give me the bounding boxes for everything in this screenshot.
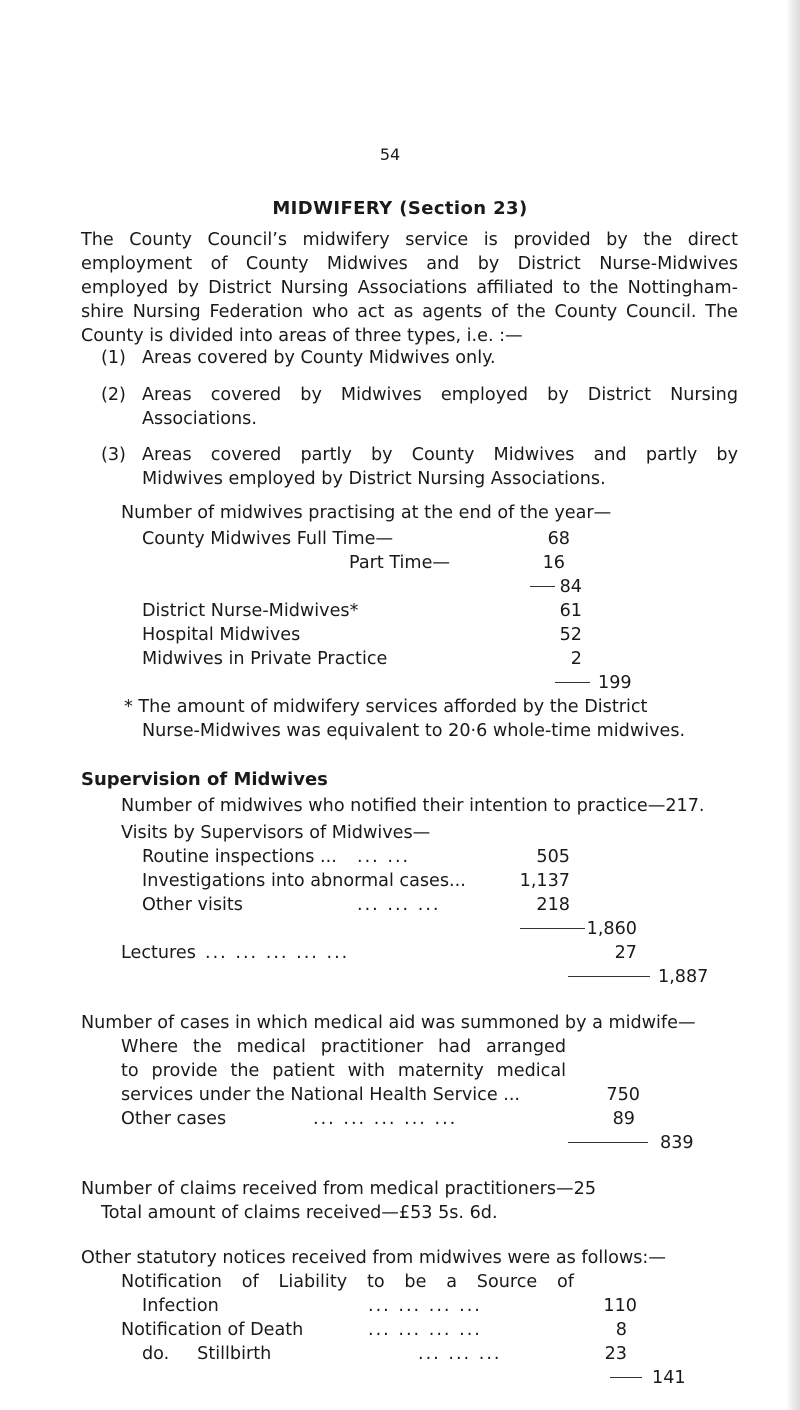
- arranged-line: to provide the patient with maternity medical: [121, 1061, 566, 1081]
- stillbirth-value: 23: [604, 1344, 627, 1364]
- arranged-line: services under the National Health Service ...: [121, 1085, 521, 1105]
- page-number: 54: [379, 145, 401, 164]
- stillbirth-label: do. Stillbirth: [142, 1344, 272, 1364]
- stillbirth-dots: ... ... ...: [418, 1344, 502, 1364]
- area-type-line: Areas covered partly by County Midwives and partly by: [142, 445, 738, 465]
- private-label: Midwives in Private Practice: [142, 649, 388, 669]
- footnote-line: Nurse-Midwives was equivalent to 20·6 whole-time midwives.: [142, 721, 686, 741]
- county-full-time-label: County Midwives Full Time—: [142, 529, 394, 549]
- other-visits-label: Other visits: [142, 895, 243, 915]
- investigations-label: Investigations into abnormal cases...: [142, 871, 466, 891]
- liability-value: 110: [603, 1296, 637, 1316]
- county-full-time-value: 68: [547, 529, 570, 549]
- area-type-line: Associations.: [142, 409, 257, 429]
- area-type-line: Areas covered by Midwives employed by District Nursing: [142, 385, 738, 405]
- other-cases-value: 89: [612, 1109, 635, 1129]
- other-visits-dots: ... ... ...: [357, 895, 441, 915]
- routine-value: 505: [536, 847, 570, 867]
- routine-label: Routine inspections ...: [142, 847, 337, 867]
- visits-intro: Visits by Supervisors of Midwives—: [121, 823, 431, 843]
- footnote-line: * The amount of midwifery services afforded by the District: [124, 697, 648, 717]
- death-label: Notification of Death: [121, 1320, 304, 1340]
- district-value: 61: [559, 601, 582, 621]
- intro-line: County is divided into areas of three types, i.e. :—: [81, 326, 523, 346]
- death-dots: ... ... ... ...: [368, 1320, 482, 1340]
- hospital-label: Hospital Midwives: [142, 625, 301, 645]
- section-heading: MIDWIFERY (Section 23): [272, 198, 528, 219]
- county-subtotal: 84: [559, 577, 582, 597]
- district-label: District Nurse-Midwives*: [142, 601, 359, 621]
- hospital-value: 52: [559, 625, 582, 645]
- area-type-text: Areas covered by County Midwives only.: [142, 348, 496, 368]
- death-value: 8: [615, 1320, 627, 1340]
- supervision-heading: Supervision of Midwives: [81, 769, 328, 790]
- intro-paragraph: [81, 228, 738, 348]
- intro-line: The County Council’s midwifery service is provided by the direct: [81, 230, 738, 250]
- claims-received: Number of claims received from medical practitioners—25: [81, 1179, 597, 1199]
- lectures-value: 27: [614, 943, 637, 963]
- liability-label2: Infection: [142, 1296, 219, 1316]
- liability-label: [121, 1270, 574, 1294]
- total-rule: [610, 1377, 642, 1378]
- investigations-value: 1,137: [519, 871, 570, 891]
- other-cases-label: Other cases: [121, 1109, 227, 1129]
- intro-line: employed by District Nursing Associations affiliated to the Nottingham-: [81, 278, 738, 298]
- arranged-line: Where the medical practitioner had arranged: [121, 1037, 566, 1057]
- liability-line: Notification of Liability to be a Source of: [121, 1272, 574, 1292]
- area-type-number: (2): [101, 385, 126, 405]
- medical-aid-total: 839: [660, 1133, 694, 1153]
- total-rule: [555, 682, 590, 683]
- subtotal-rule: [520, 928, 585, 929]
- total-rule: [568, 976, 650, 977]
- intro-line: shire Nursing Federation who act as agents of the County Council. The: [81, 302, 738, 322]
- other-cases-dots: ... ... ... ... ...: [313, 1109, 458, 1129]
- other-visits-value: 218: [536, 895, 570, 915]
- routine-dots: ... ...: [357, 847, 411, 867]
- part-time-value: 16: [542, 553, 565, 573]
- medical-aid-intro: Number of cases in which medical aid was summoned by a midwife—: [81, 1013, 696, 1033]
- arranged-value: 750: [606, 1085, 640, 1105]
- private-value: 2: [570, 649, 582, 669]
- liability-dots: ... ... ... ...: [368, 1296, 482, 1316]
- practising-total: 199: [598, 673, 632, 693]
- lectures-label: Lectures: [121, 943, 196, 963]
- notified-text: Number of midwives who notified their intention to practice—217.: [121, 796, 705, 816]
- total-rule: [568, 1142, 648, 1143]
- part-time-label: Part Time—: [349, 553, 450, 573]
- area-type-line: Midwives employed by District Nursing Associations.: [142, 469, 606, 489]
- intro-line: employment of County Midwives and by District Nurse-Midwives: [81, 254, 738, 274]
- area-type-text: [142, 443, 738, 491]
- supervision-total: 1,887: [658, 967, 709, 987]
- notices-intro: Other statutory notices received from midwives were as follows:—: [81, 1248, 666, 1268]
- practising-intro: Number of midwives practising at the end of the year—: [121, 503, 612, 523]
- arranged-text: [121, 1035, 566, 1107]
- notices-total: 141: [652, 1368, 686, 1388]
- claims-amount: Total amount of claims received—£53 5s. 6d.: [101, 1203, 498, 1223]
- area-type-number: (1): [101, 348, 126, 368]
- area-type-text: [142, 383, 738, 431]
- visits-subtotal: 1,860: [586, 919, 637, 939]
- lectures-dots: ... ... ... ... ...: [205, 943, 350, 963]
- area-type-number: (3): [101, 445, 126, 465]
